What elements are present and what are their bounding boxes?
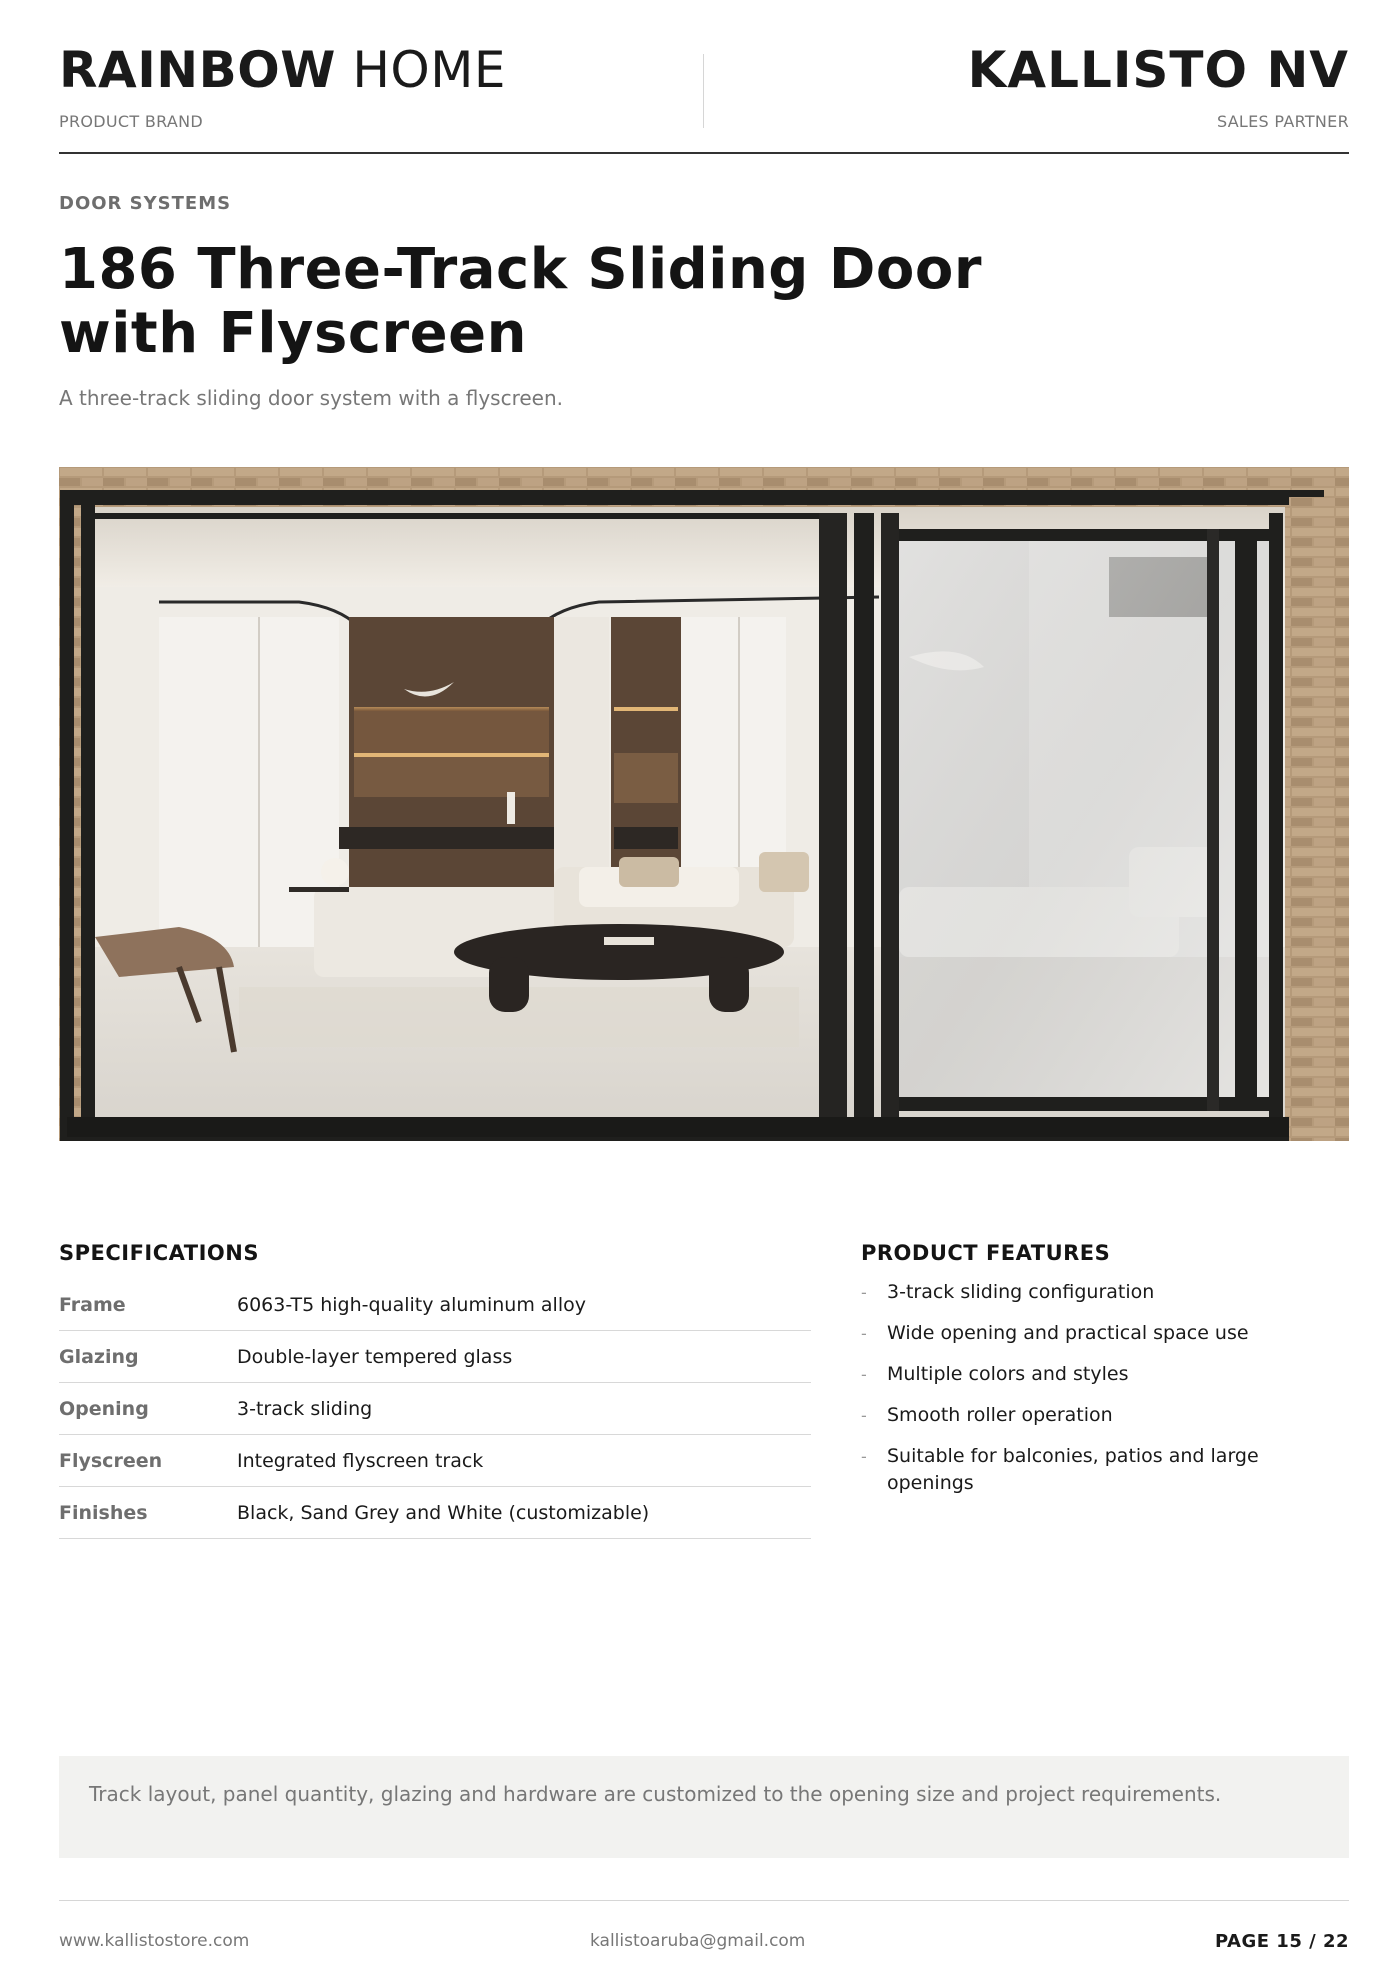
customization-note: Track layout, panel quantity, glazing and hardware are customized to the opening size and project requirements. [59,1756,1349,1858]
sales-partner [968,40,1349,131]
product-description: A three-track sliding door system with a flyscreen. [59,386,564,410]
email-link[interactable]: kallistoaruba@gmail.com [590,1931,806,1951]
feature-list [861,1279,1349,1497]
product-photo [59,467,1349,1141]
spec-label: Flyscreen [59,1449,163,1472]
feature-text: Wide opening and practical space use [887,1322,1249,1344]
bullet-dash: - [861,1283,867,1302]
bullet-dash: - [861,1365,867,1384]
brand-label: PRODUCT BRAND [59,112,204,131]
brand-name-strong: RAINBOW [59,41,336,99]
spec-row-finishes [59,1487,811,1539]
list-item [861,1443,1349,1497]
spec-value: 3-track sliding [237,1397,373,1420]
spec-label: Frame [59,1293,126,1316]
spec-label: Glazing [59,1345,139,1368]
partner-name: KALLISTO NV [967,41,1349,99]
spec-row-glazing [59,1331,811,1383]
spec-row-opening [59,1383,811,1435]
feature-text: 3-track sliding configuration [887,1281,1155,1303]
feature-text: Suitable for balconies, patios and large openings [887,1445,1259,1494]
spec-value: Integrated flyscreen track [237,1449,484,1472]
list-item [861,1402,1349,1429]
spec-label: Finishes [59,1501,148,1524]
spec-row-flyscreen [59,1435,811,1487]
brochure-page [59,0,1349,1980]
list-item [861,1279,1349,1306]
page-number: PAGE 15 / 22 [1214,1931,1349,1952]
website-link[interactable]: www.kallistostore.com [59,1931,250,1951]
product-category: DOOR SYSTEMS [59,193,232,214]
page-footer [59,1900,1349,1960]
spec-value: Double-layer tempered glass [237,1345,513,1368]
bullet-dash: - [861,1447,867,1466]
feature-text: Multiple colors and styles [887,1363,1129,1385]
specifications-section [59,1241,811,1539]
product-brand [59,40,506,131]
brand-name-light: HOME [352,41,507,99]
features-heading: PRODUCT FEATURES [861,1241,1111,1265]
spec-value: 6063-T5 high-quality aluminum alloy [237,1293,586,1316]
product-features-section [861,1241,1349,1511]
spec-row-frame [59,1279,811,1331]
product-title: 186 Three-Track Sliding Door with Flyscreen [59,237,982,366]
feature-text: Smooth roller operation [887,1404,1113,1426]
specifications-heading: SPECIFICATIONS [59,1241,259,1265]
header-divider [703,54,704,128]
bullet-dash: - [861,1406,867,1425]
specifications-table [59,1279,811,1539]
list-item [861,1361,1349,1388]
list-item [861,1320,1349,1347]
sliding-door-illustration [59,467,1349,1141]
spec-value: Black, Sand Grey and White (customizable) [237,1501,650,1524]
brand-name [59,40,506,100]
partner-label: SALES PARTNER [1216,112,1349,131]
page-header [59,40,1349,154]
bullet-dash: - [861,1324,867,1343]
spec-label: Opening [59,1397,149,1420]
